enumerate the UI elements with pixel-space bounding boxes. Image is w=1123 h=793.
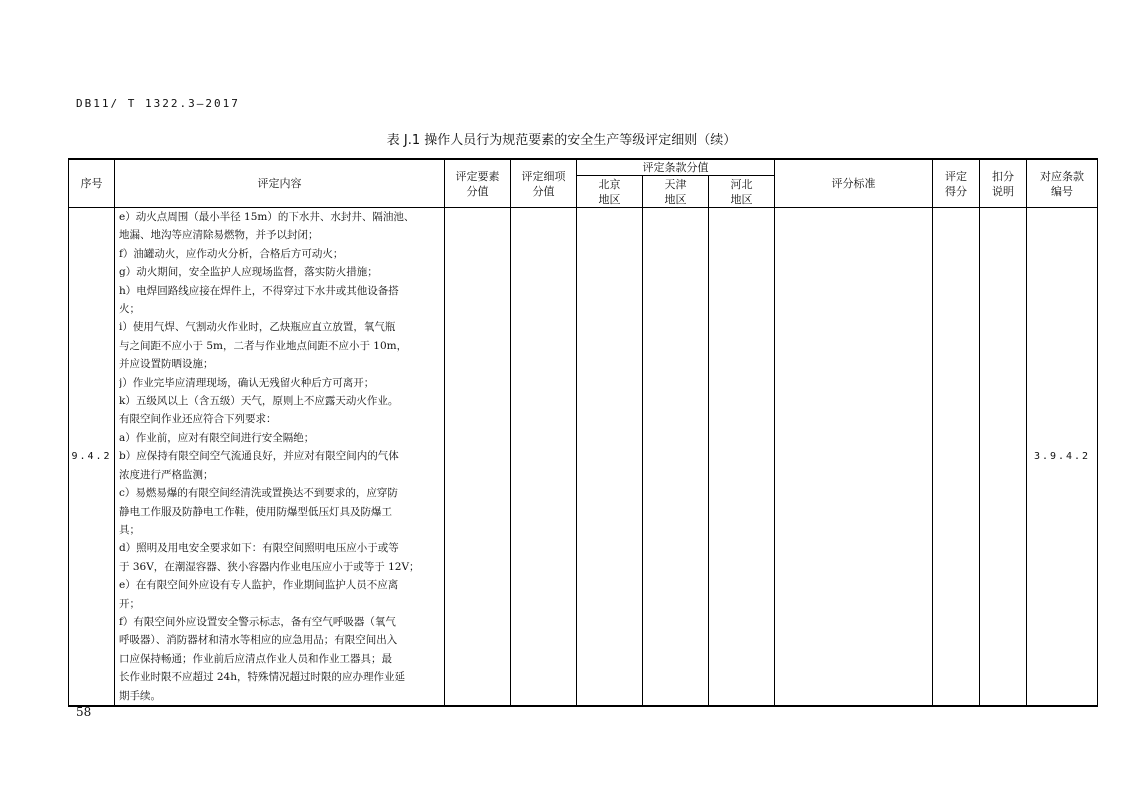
header-seq: 序号: [69, 159, 115, 208]
page-number: 58: [76, 705, 92, 719]
row-detail-score: [511, 208, 577, 706]
document-code: DB11/ T 1322.3—2017: [76, 97, 240, 110]
evaluation-table: [68, 158, 1098, 707]
header-clause-score: 评定条款分值: [577, 159, 775, 176]
content-line: e）在有限空间外应设有专人监护，作业期间监护人员不应离: [119, 579, 399, 592]
header-detail-score: 评定细项 分值: [511, 159, 577, 208]
row-hebei-score: [709, 208, 775, 706]
content-line: 浓度进行严格监测；: [119, 468, 214, 481]
content-line: a）作业前，应对有限空间进行安全隔绝；: [119, 431, 315, 444]
content-line: 火；: [119, 303, 140, 316]
content-line: f）有限空间外应设置安全警示标志，备有空气呼吸器（氧气: [119, 615, 396, 628]
content-line: 期手续。: [119, 689, 161, 702]
content-line: j）作业完毕应清理现场，确认无残留火种后方可离开；: [119, 376, 375, 389]
content-line: 口应保持畅通；作业前后应清点作业人员和作业工器具；最: [119, 652, 392, 665]
header-row-1: [69, 159, 1098, 176]
content-line: 具；: [119, 523, 140, 536]
row-tianjin-score: [643, 208, 709, 706]
header-hebei: 河北 地区: [709, 176, 775, 208]
content-line: 静电工作服及防静电工作鞋，使用防爆型低压灯具及防爆工: [119, 505, 392, 518]
content-line: h）电焊回路线应接在焊件上，不得穿过下水井或其他设备搭: [119, 284, 399, 297]
content-line: d）照明及用电安全要求如下：有限空间照明电压应小于或等: [119, 542, 399, 555]
header-deduction-note: 扣分 说明: [980, 159, 1027, 208]
content-line: 呼吸器）、消防器材和清水等相应的应急用品；有限空间出入: [119, 634, 398, 647]
header-content: 评定内容: [115, 159, 445, 208]
content-line: 与之间距不应小于 5m，二者与作业地点间距不应小于 10m，: [119, 339, 408, 352]
header-beijing: 北京 地区: [577, 176, 643, 208]
header-tianjin: 天津 地区: [643, 176, 709, 208]
content-line: 长作业时限不应超过 24h，特殊情况超过时限的应办理作业延: [119, 671, 405, 684]
row-deduction-note: [980, 208, 1027, 706]
content-line: b）应保持有限空间空气流通良好，并应对有限空间内的气体: [119, 450, 399, 463]
content-line: e）动火点周围（最小半径 15m）的下水井、水封井、隔油池、: [119, 211, 415, 223]
content-line: f）油罐动火，应作动火分析，合格后方可动火；: [119, 247, 344, 260]
row-rated-score: [933, 208, 980, 706]
content-line: c）易燃易爆的有限空间经清洗或置换达不到要求的，应穿防: [119, 487, 398, 500]
row-standard: [775, 208, 933, 706]
content-line: g）动火期间，安全监护人应现场监督，落实防火措施；: [119, 266, 378, 279]
content-line: 于 36V，在潮湿容器、狭小容器内作业电压应小于或等于 12V；: [119, 560, 420, 573]
row-seq: 9.4.2: [69, 208, 115, 706]
content-line: 有限空间作业还应符合下列要求：: [119, 413, 277, 426]
content-line: 并应设置防晒设施；: [119, 358, 214, 371]
content-line: 地漏、地沟等应清除易燃物，并予以封闭；: [119, 229, 319, 242]
header-standard: 评分标准: [775, 159, 933, 208]
row-content: [115, 208, 445, 706]
content-line: 开；: [119, 597, 140, 610]
content-line: i）使用气焊、气割动火作业时，乙炔瓶应直立放置，氧气瓶: [119, 321, 396, 334]
row-beijing-score: [577, 208, 643, 706]
table-title: 表 J.1 操作人员行为规范要素的安全生产等级评定细则（续）: [386, 133, 737, 148]
header-clause-number: 对应条款 编号: [1027, 159, 1098, 208]
row-element-score: [445, 208, 511, 706]
header-rated-score: 评定 得分: [933, 159, 980, 208]
content-line: k）五级风以上（含五级）天气，原则上不应露天动火作业。: [119, 395, 399, 408]
row-clause-number: 3.9.4.2: [1027, 208, 1098, 706]
header-element-score: 评定要素 分值: [445, 159, 511, 208]
table-row: [69, 208, 1098, 706]
